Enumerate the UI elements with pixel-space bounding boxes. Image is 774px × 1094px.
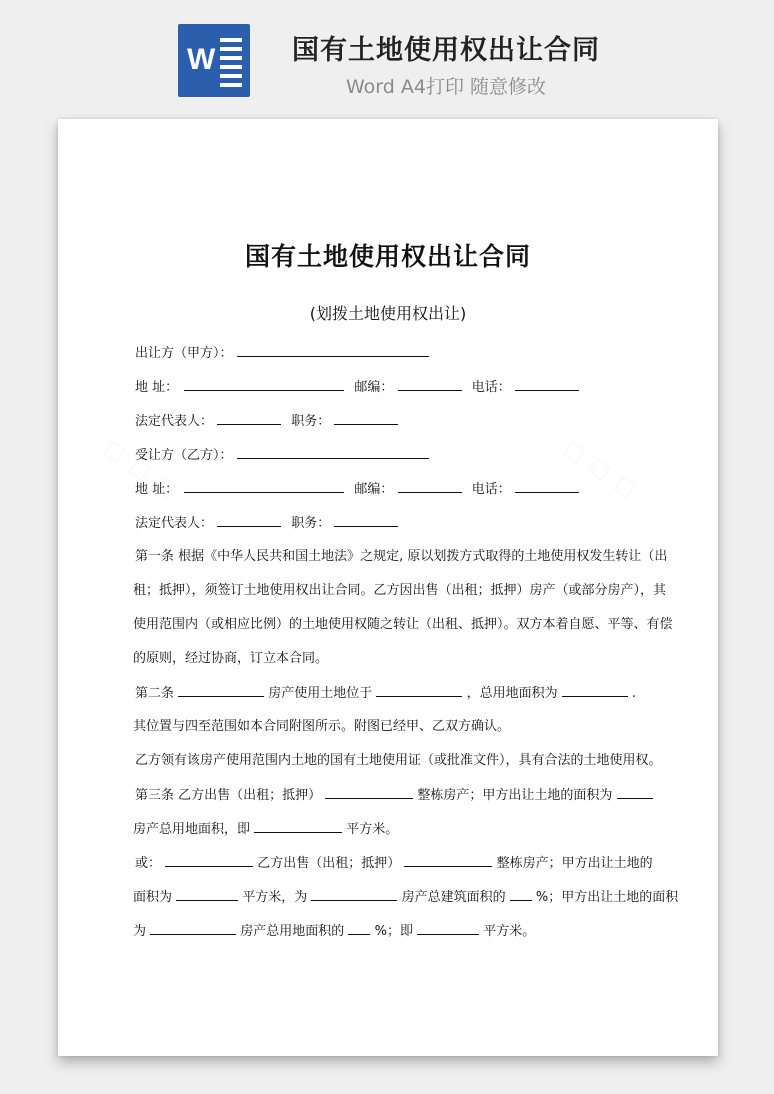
fill-blank[interactable]	[515, 379, 579, 391]
fill-blank[interactable]	[617, 787, 653, 799]
document-page	[58, 119, 718, 1056]
party-b-rep-line	[135, 515, 398, 532]
label: 房产总用地面积的	[240, 924, 345, 939]
clause-1-line-3: 使用范围内（或相应比例）的土地使用权随之转让（出租、抵押）。双方本着自愿、平等、有偿	[133, 617, 673, 632]
label: 出让方（甲方）：	[135, 346, 233, 361]
fill-blank[interactable]	[184, 379, 344, 391]
fill-blank[interactable]	[178, 685, 264, 697]
label: 地 址：	[135, 482, 179, 497]
fill-blank[interactable]	[237, 345, 429, 357]
fill-blank[interactable]	[334, 413, 398, 425]
party-b-address-line	[135, 481, 579, 498]
fill-blank[interactable]	[254, 821, 342, 833]
fill-blank[interactable]	[334, 515, 398, 527]
fill-blank[interactable]	[510, 889, 532, 901]
label: 法定代表人：	[135, 516, 214, 531]
clause-2-line-1	[135, 685, 636, 702]
party-b-line	[135, 447, 429, 464]
party-a-line	[135, 345, 429, 362]
clause-alt-line-3	[133, 923, 535, 940]
word-logo-letter: W	[187, 43, 216, 76]
label: 房产总用地面积，即	[133, 822, 251, 837]
label: 邮编：	[354, 380, 394, 395]
clause-1-line-4: 的原则，经过协商，订立本合同。	[133, 651, 329, 666]
label: 邮编：	[354, 482, 394, 497]
label: ，总用地面积为	[466, 686, 558, 701]
clause-1-line-2: 租；抵押），须签订土地使用权出让合同。乙方因出售（出租；抵押）房产（或部分房产），其	[133, 583, 667, 598]
fill-blank[interactable]	[398, 481, 462, 493]
document-title: 国有土地使用权出让合同	[244, 242, 531, 271]
label: 面积为	[133, 890, 173, 905]
label: 平方米，为	[242, 890, 308, 905]
label: .	[631, 686, 637, 701]
clause-alt-line-1	[135, 855, 653, 872]
label: 平方米。	[346, 822, 399, 837]
document-subtitle: (划拨土地使用权出让)	[309, 304, 467, 323]
fill-blank[interactable]	[237, 447, 429, 459]
clause-alt-line-2	[133, 889, 678, 906]
party-a-rep-line	[135, 413, 398, 430]
fill-blank[interactable]	[325, 787, 413, 799]
fill-blank[interactable]	[150, 923, 236, 935]
label: %；甲方出让土地的面积	[535, 890, 679, 905]
banner-title: 国有土地使用权出让合同	[292, 35, 600, 66]
word-document-icon	[178, 24, 250, 97]
label: 受让方（乙方）：	[135, 448, 233, 463]
clause-3-line-2	[133, 821, 398, 838]
label: 第二条	[135, 686, 179, 701]
label: 乙方出售（出租；抵押）	[257, 856, 401, 871]
clause-1-line-1: 第一条 根据《中华人民共和国土地法》之规定, 原以划拨方式取得的土地使用权发生转让（出	[135, 549, 668, 564]
label: 房产使用土地位于	[268, 686, 373, 701]
fill-blank[interactable]	[165, 855, 253, 867]
fill-blank[interactable]	[176, 889, 238, 901]
text-lines-graphic	[220, 38, 242, 92]
banner-subtitle: Word A4打印 随意修改	[345, 76, 546, 98]
fill-blank[interactable]	[184, 481, 344, 493]
fill-blank[interactable]	[417, 923, 479, 935]
label: 第三条 乙方出售（出租；抵押）	[135, 788, 322, 803]
label: 或：	[135, 856, 162, 871]
label: 整栋房产；甲方出让土地的面积为	[417, 788, 613, 803]
clause-land-cert: 乙方领有该房产使用范围内土地的国有土地使用证（或批准文件），具有合法的土地使用权。	[135, 753, 662, 768]
label: 职务：	[291, 516, 331, 531]
label: 电话：	[471, 380, 511, 395]
label: 整栋房产；甲方出让土地的	[496, 856, 653, 871]
fill-blank[interactable]	[515, 481, 579, 493]
clause-3-line-1	[135, 787, 653, 804]
label: 为	[133, 924, 147, 939]
party-a-address-line	[135, 379, 579, 396]
label: 平方米。	[483, 924, 536, 939]
label: 法定代表人：	[135, 414, 214, 429]
fill-blank[interactable]	[398, 379, 462, 391]
fill-blank[interactable]	[311, 889, 397, 901]
clause-2-line-2: 其位置与四至范围如本合同附图所示。附图已经甲、乙双方确认。	[133, 719, 511, 734]
fill-blank[interactable]	[348, 923, 370, 935]
fill-blank[interactable]	[217, 413, 281, 425]
label: 电话：	[471, 482, 511, 497]
label: 房产总建筑面积的	[401, 890, 506, 905]
fill-blank[interactable]	[562, 685, 628, 697]
fill-blank[interactable]	[404, 855, 492, 867]
label: 职务：	[291, 414, 331, 429]
label: %；即	[374, 924, 413, 939]
fill-blank[interactable]	[376, 685, 462, 697]
fill-blank[interactable]	[217, 515, 281, 527]
banner	[0, 0, 774, 110]
label: 地 址：	[135, 380, 179, 395]
